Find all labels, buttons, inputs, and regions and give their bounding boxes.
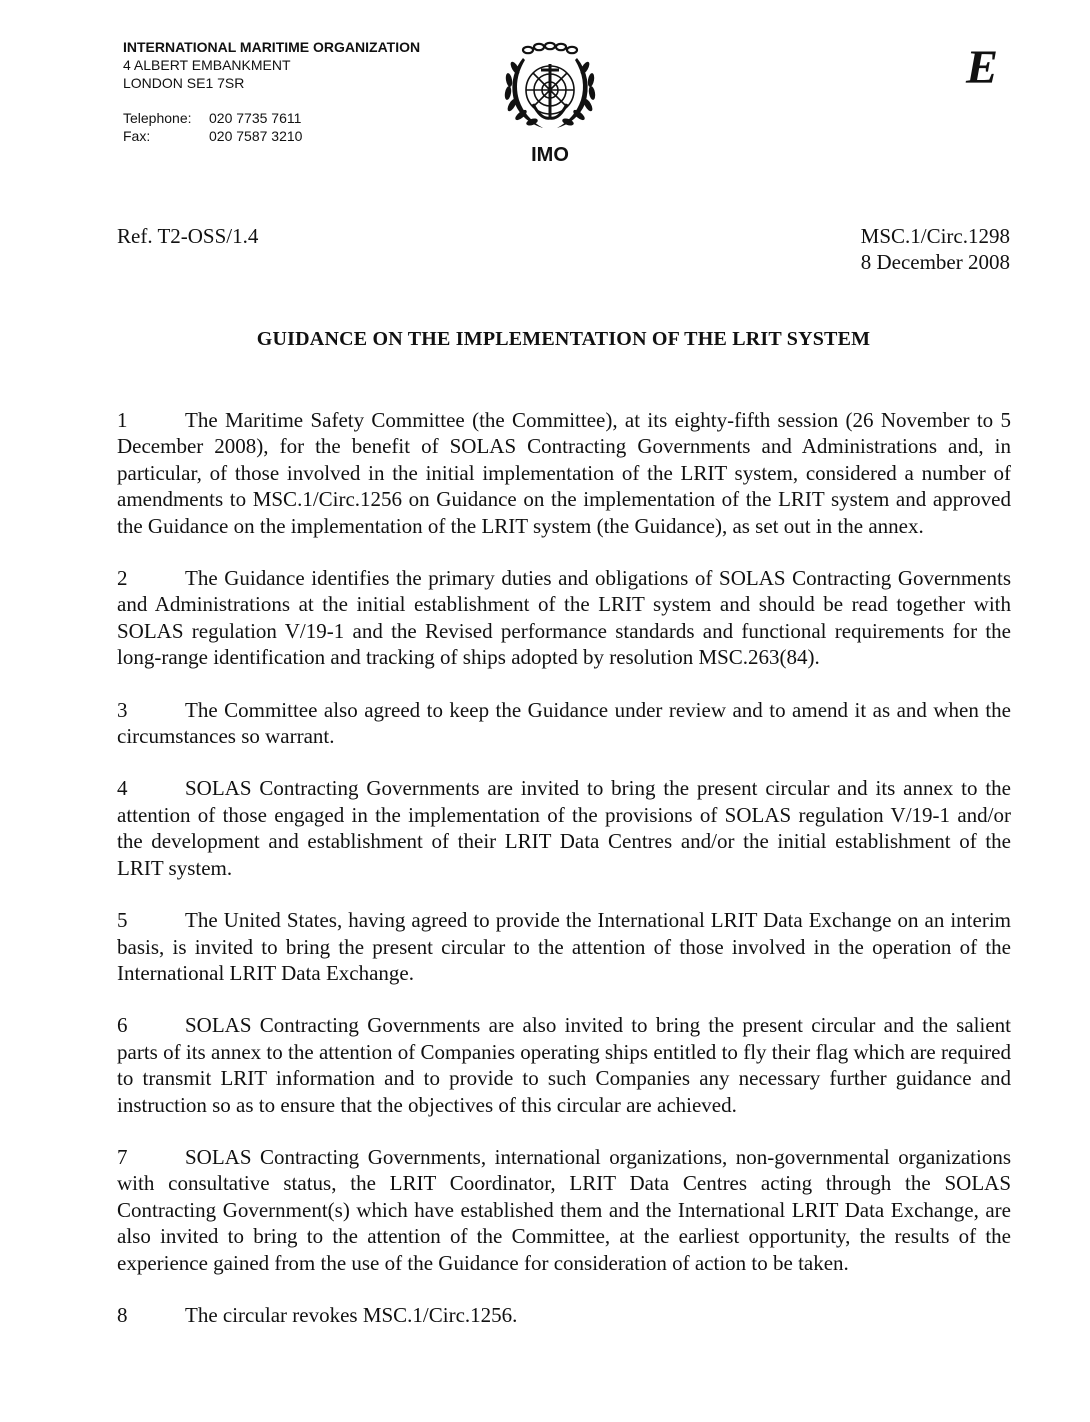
- paragraph-number: 6: [117, 1013, 128, 1038]
- paragraph-number: 8: [117, 1302, 128, 1327]
- paragraph-number: 5: [117, 908, 128, 933]
- reference-number: Ref. T2-OSS/1.4: [117, 224, 259, 248]
- imo-acronym: IMO: [531, 144, 569, 166]
- fax-row: [123, 127, 420, 145]
- paragraph-text: The circular revokes MSC.1/Circ.1256.: [185, 1302, 518, 1327]
- circular-number: MSC.1/Circ.1298: [860, 224, 1010, 248]
- paragraph-text: The United States, having agreed to provide the International LRIT Data Exchange on an interim basis, is invited to bring the present circular to the attention of those involved in the operation of the International LRIT Data Exchange.: [117, 908, 1011, 985]
- paragraph-number: 3: [117, 697, 128, 722]
- paragraph-number: 1: [117, 408, 128, 432]
- paragraph-text: SOLAS Contracting Governments are invited to bring the present circular and its annex to the attention of those engaged in the implementation of the provisions of SOLAS regulation V/19-1 and/or the development and establishment of their LRIT Data Centres and/or the initial establishment of the LRIT system.: [117, 776, 1011, 880]
- paragraph-8: [117, 1302, 1011, 1328]
- document-title: GUIDANCE ON THE IMPLEMENTATION OF THE LRIT SYSTEM: [256, 328, 871, 350]
- document-date: 8 December 2008: [860, 250, 1010, 274]
- telephone-label: Telephone:: [123, 110, 192, 126]
- imo-emblem-icon: [495, 38, 605, 134]
- paragraph-number: 7: [117, 1144, 128, 1169]
- language-mark: E: [966, 41, 999, 94]
- paragraph-5: [117, 907, 1011, 986]
- paragraph-text: SOLAS Contracting Governments, international organizations, non-governmental organizations with consultative status, the LRIT Coordinator, LRIT Data Centres acting through the SOLAS Contracting Government(s) which have established them and the International LRIT Data Exchange, are also invited to bring to the attention of the Committee, at the earliest opportunity, the results of the experience gained from the use of the Guidance for consideration of action to be taken.: [117, 1144, 1011, 1275]
- paragraph-text: The Committee also agreed to keep the Guidance under review and to amend it as and when the circumstances so warrant.: [117, 697, 1011, 749]
- paragraph-6: [117, 1012, 1011, 1118]
- document-reference: [861, 223, 1010, 275]
- paragraph-4: [117, 775, 1011, 881]
- telephone-value: 020 7735 7611: [209, 110, 302, 126]
- document-body: [117, 407, 1011, 1354]
- paragraph-text: The Maritime Safety Committee (the Committee), at its eighty-fifth session (26 November to 5 December 2008), for the benefit of SOLAS Contracting Governments and Administrations and, in particular, of those involved in the initial implementation of the LRIT system, considered a number of amendments to MSC.1/Circ.1256 on Guidance on the implementation of the LRIT system and approved the Guidance on the implementation of the LRIT system (the Guidance), as set out in the annex.: [117, 408, 1011, 538]
- paragraph-text: The Guidance identifies the primary duties and obligations of SOLAS Contracting Governments and Administrations at the initial establishment of the LRIT system and should be read together with SOLAS regulation V/19-1 and the Revised performance standards and functional requirements for the long-range identification and tracking of ships adopted by resolution MSC.263(84).: [117, 566, 1011, 670]
- paragraph-1: [117, 407, 1011, 539]
- organization-name: INTERNATIONAL MARITIME ORGANIZATION: [123, 39, 421, 55]
- paragraph-text: SOLAS Contracting Governments are also invited to bring the present circular and the salient parts of its annex to the attention of Companies operating ships entitled to fly their flag which are required to transmit LRIT information and to provide to such Companies any necessary further guidance and instruction so as to ensure that the objectives of this circular are achieved.: [117, 1013, 1011, 1117]
- paragraph-3: [117, 697, 1011, 750]
- address-line-2: LONDON SE1 7SR: [123, 75, 245, 91]
- fax-value: 020 7587 3210: [209, 128, 303, 144]
- telephone-row: [123, 109, 420, 127]
- paragraph-number: 4: [117, 776, 128, 801]
- paragraph-number: 2: [117, 566, 128, 591]
- paragraph-7: [117, 1144, 1011, 1276]
- imo-logo: [490, 38, 610, 167]
- address-line-1: 4 ALBERT EMBANKMENT: [123, 57, 291, 73]
- fax-label: Fax:: [123, 128, 151, 144]
- letterhead-address: [123, 38, 420, 145]
- paragraph-2: [117, 565, 1011, 671]
